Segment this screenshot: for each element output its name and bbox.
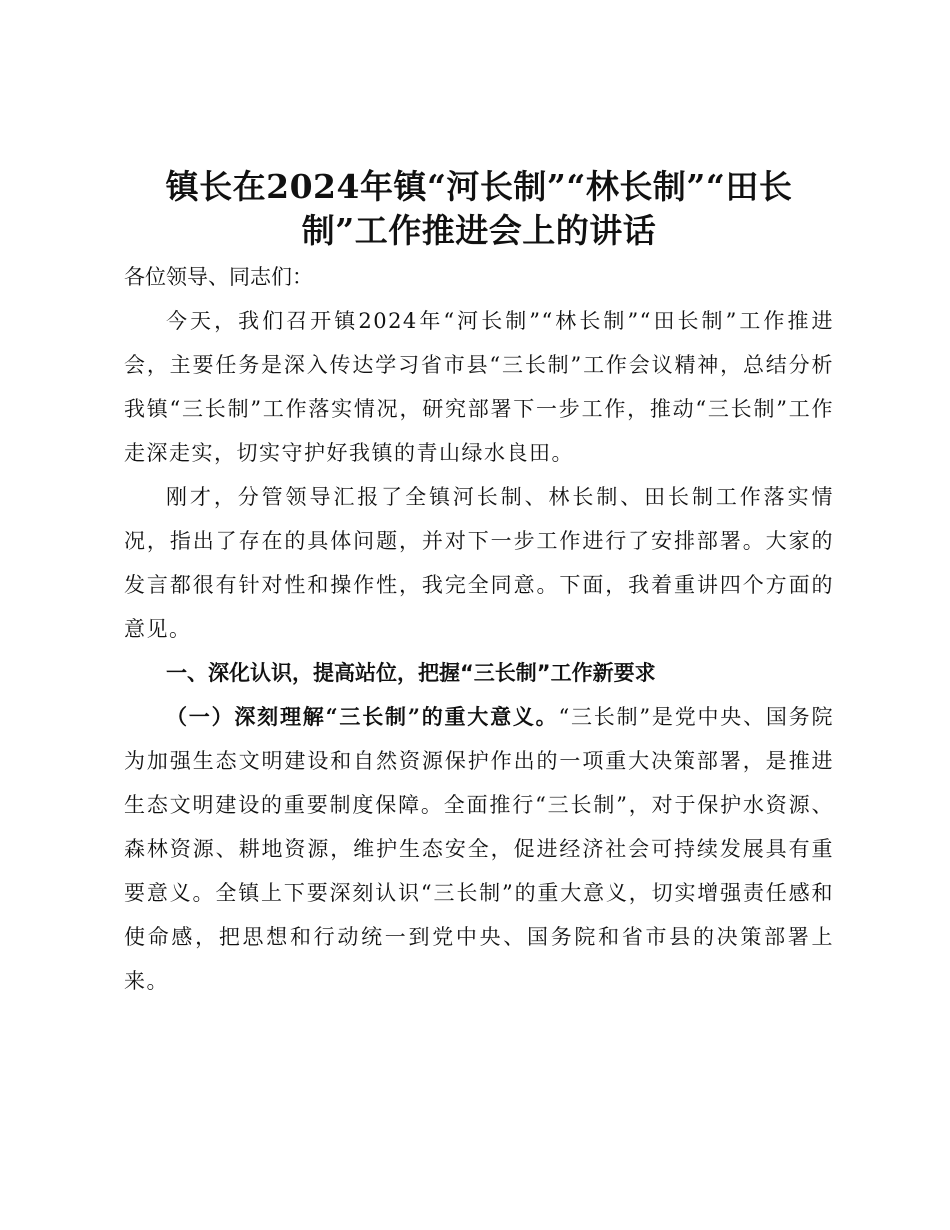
- document-page: [124, 165, 834, 1003]
- subsection-text-1: “三长制”是党中央、国务院为加强生态文明建设和自然资源保护作出的一项重大决策部署，是推进生态文明建设的重要制度保障。全面推行“三长制”，对于保护水资源、森林资源、耕地资源，维护生态安全，促进经济社会可持续发展具有重要意义。全镇上下要深刻认识“三长制”的重大意义，切实增强责任感和使命感，把思想和行动统一到党中央、国务院和省市县的决策部署上来。: [124, 705, 834, 993]
- document-title: 镇长在2024年镇“河长制”“林长制”“田长制”工作推进会上的讲话: [165, 167, 793, 250]
- section-heading-1: 一、深化认识，提高站位，把握“三长制”工作新要求: [166, 661, 656, 685]
- subsection-label-1: （一）深刻理解“三长制”的重大意义。: [166, 704, 559, 729]
- subsection-paragraph-1: [124, 695, 834, 1003]
- paragraph-report-summary: 刚才，分管领导汇报了全镇河长制、林长制、田长制工作落实情况，指出了存在的具体问题，并对下一步工作进行了安排部署。大家的发言都很有针对性和操作性，我完全同意。下面，我着重讲四个方面的意见。: [124, 485, 834, 641]
- paragraph-opening: 今天，我们召开镇2024年“河长制”“林长制”“田长制”工作推进会，主要任务是深入传达学习省市县“三长制”工作会议精神，总结分析我镇“三长制”工作落实情况，研究部署下一步工作，推动“三长制”工作走深走实，切实守护好我镇的青山绿水良田。: [124, 309, 834, 465]
- salutation: 各位领导、同志们：: [124, 265, 313, 289]
